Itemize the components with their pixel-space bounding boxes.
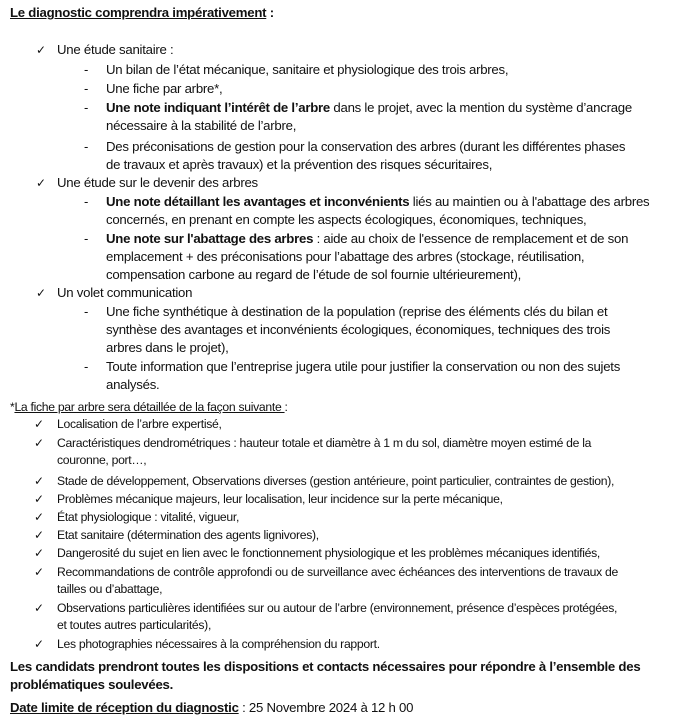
- list-item: Une fiche synthétique à destination de la population (reprise des éléments clés du bilan et: [106, 304, 608, 319]
- list-item-bold: Une note sur l'abattage des arbres: [106, 231, 314, 246]
- section-label: Une étude sur le devenir des arbres: [57, 175, 258, 190]
- fiche-item: Observations particulières identifiées sur ou autour de l’arbre (environnement, présence d’espèces protégées,: [57, 601, 618, 615]
- deadline-label: Date limite de réception du diagnostic: [10, 700, 239, 715]
- check-icon: ✓: [34, 474, 45, 488]
- fiche-item: Dangerosité du sujet en lien avec le fonctionnement physiologique et les problèmes mécaniques identifiés,: [57, 546, 601, 560]
- list-item: [106, 99, 632, 117]
- deadline-value: : 25 Novembre 2024 à 12 h 00: [238, 700, 414, 715]
- fiche-item: État physiologique : vitalité, vigueur,: [57, 510, 240, 524]
- dash-icon: -: [84, 304, 89, 319]
- fiche-suffix: :: [284, 400, 288, 414]
- list-item-text: dans le projet, avec la mention du système d’ancrage: [330, 100, 632, 115]
- fiche-item-continued: couronne, port…,: [57, 453, 147, 467]
- fiche-item: Les photographies nécessaires à la compréhension du rapport.: [57, 637, 380, 651]
- list-item-continued: concernés, en prenant en compte les aspects écologiques, économiques, techniques,: [106, 212, 587, 227]
- dash-icon: -: [84, 100, 89, 115]
- fiche-item-continued: et toutes autres particularités),: [57, 618, 212, 632]
- dash-icon: -: [84, 231, 89, 246]
- conclusion-text-continued: problématiques soulevées.: [10, 677, 174, 692]
- heading-suffix: :: [266, 5, 274, 20]
- list-item-text: liés au maintien ou à l'abattage des arbres: [409, 194, 650, 209]
- list-item-bold: Une note indiquant l’intérêt de l’arbre: [106, 100, 330, 115]
- list-item-continued: compensation carbone au regard de l’étude de sol fournie ultérieurement),: [106, 267, 522, 282]
- list-item-continued: nécessaire à la stabilité de l’arbre,: [106, 118, 297, 133]
- dash-icon: -: [84, 81, 89, 96]
- conclusion-text: Les candidats prendront toutes les dispositions et contacts nécessaires pour répondre à l’ensemble des: [10, 659, 641, 674]
- fiche-item: Etat sanitaire (détermination des agents lignivores),: [57, 528, 319, 542]
- check-icon: ✓: [34, 492, 45, 506]
- dash-icon: -: [84, 62, 89, 77]
- list-item-continued: emplacement + des préconisations pour l’abattage des arbres (stockage, réutilisation,: [106, 249, 585, 264]
- list-item-continued: de travaux et après travaux) et la prévention des risques sécuritaires,: [106, 157, 493, 172]
- section-label: Une étude sanitaire :: [57, 42, 174, 57]
- list-item-continued: arbres dans le projet),: [106, 340, 229, 355]
- heading-title: Le diagnostic comprendra impérativement: [10, 5, 267, 20]
- check-icon: ✓: [34, 565, 45, 579]
- check-icon: ✓: [34, 436, 45, 450]
- fiche-item: Recommandations de contrôle approfondi ou de surveillance avec échéances des interventions de travaux de: [57, 565, 618, 579]
- fiche-heading: [10, 398, 288, 416]
- list-item: Des préconisations de gestion pour la conservation des arbres (durant les différentes phases: [106, 139, 626, 154]
- check-icon: ✓: [34, 546, 45, 560]
- check-icon: ✓: [36, 286, 47, 300]
- fiche-title: La fiche par arbre sera détaillée de la façon suivante: [14, 400, 285, 414]
- check-icon: ✓: [34, 601, 45, 615]
- fiche-prefix: *: [10, 400, 15, 414]
- dash-icon: -: [84, 194, 89, 209]
- list-item-continued: analysés.: [106, 377, 160, 392]
- list-item: Une fiche par arbre*,: [106, 81, 223, 96]
- fiche-item: Localisation de l’arbre expertisé,: [57, 417, 222, 431]
- check-icon: ✓: [36, 43, 47, 57]
- list-item: [106, 230, 628, 248]
- dash-icon: -: [84, 139, 89, 154]
- check-icon: ✓: [34, 417, 45, 431]
- fiche-item: Caractéristiques dendrométriques : hauteur totale et diamètre à 1 m du sol, diamètre moyen estimé de la: [57, 436, 592, 450]
- list-item-continued: synthèse des avantages et inconvénients écologiques, économiques, techniques des trois: [106, 322, 611, 337]
- check-icon: ✓: [34, 528, 45, 542]
- heading: [10, 4, 274, 22]
- dash-icon: -: [84, 359, 89, 374]
- list-item-text: : aide au choix de l'essence de remplacement et de son: [313, 231, 629, 246]
- check-icon: ✓: [34, 637, 45, 651]
- deadline: [10, 699, 413, 717]
- section-label: Un volet communication: [57, 285, 193, 300]
- list-item-bold: Une note détaillant les avantages et inconvénients: [106, 194, 410, 209]
- fiche-item: Problèmes mécanique majeurs, leur localisation, leur incidence sur la perte mécanique,: [57, 492, 503, 506]
- fiche-item: Stade de développement, Observations diverses (gestion antérieure, point particulier, contraintes de gestion),: [57, 474, 615, 488]
- list-item: Toute information que l’entreprise jugera utile pour justifier la conservation ou non des sujets: [106, 359, 621, 374]
- list-item: Un bilan de l’état mécanique, sanitaire et physiologique des trois arbres,: [106, 62, 509, 77]
- list-item: [106, 193, 649, 211]
- check-icon: ✓: [36, 176, 47, 190]
- check-icon: ✓: [34, 510, 45, 524]
- fiche-item-continued: tailles ou d’abattage,: [57, 582, 163, 596]
